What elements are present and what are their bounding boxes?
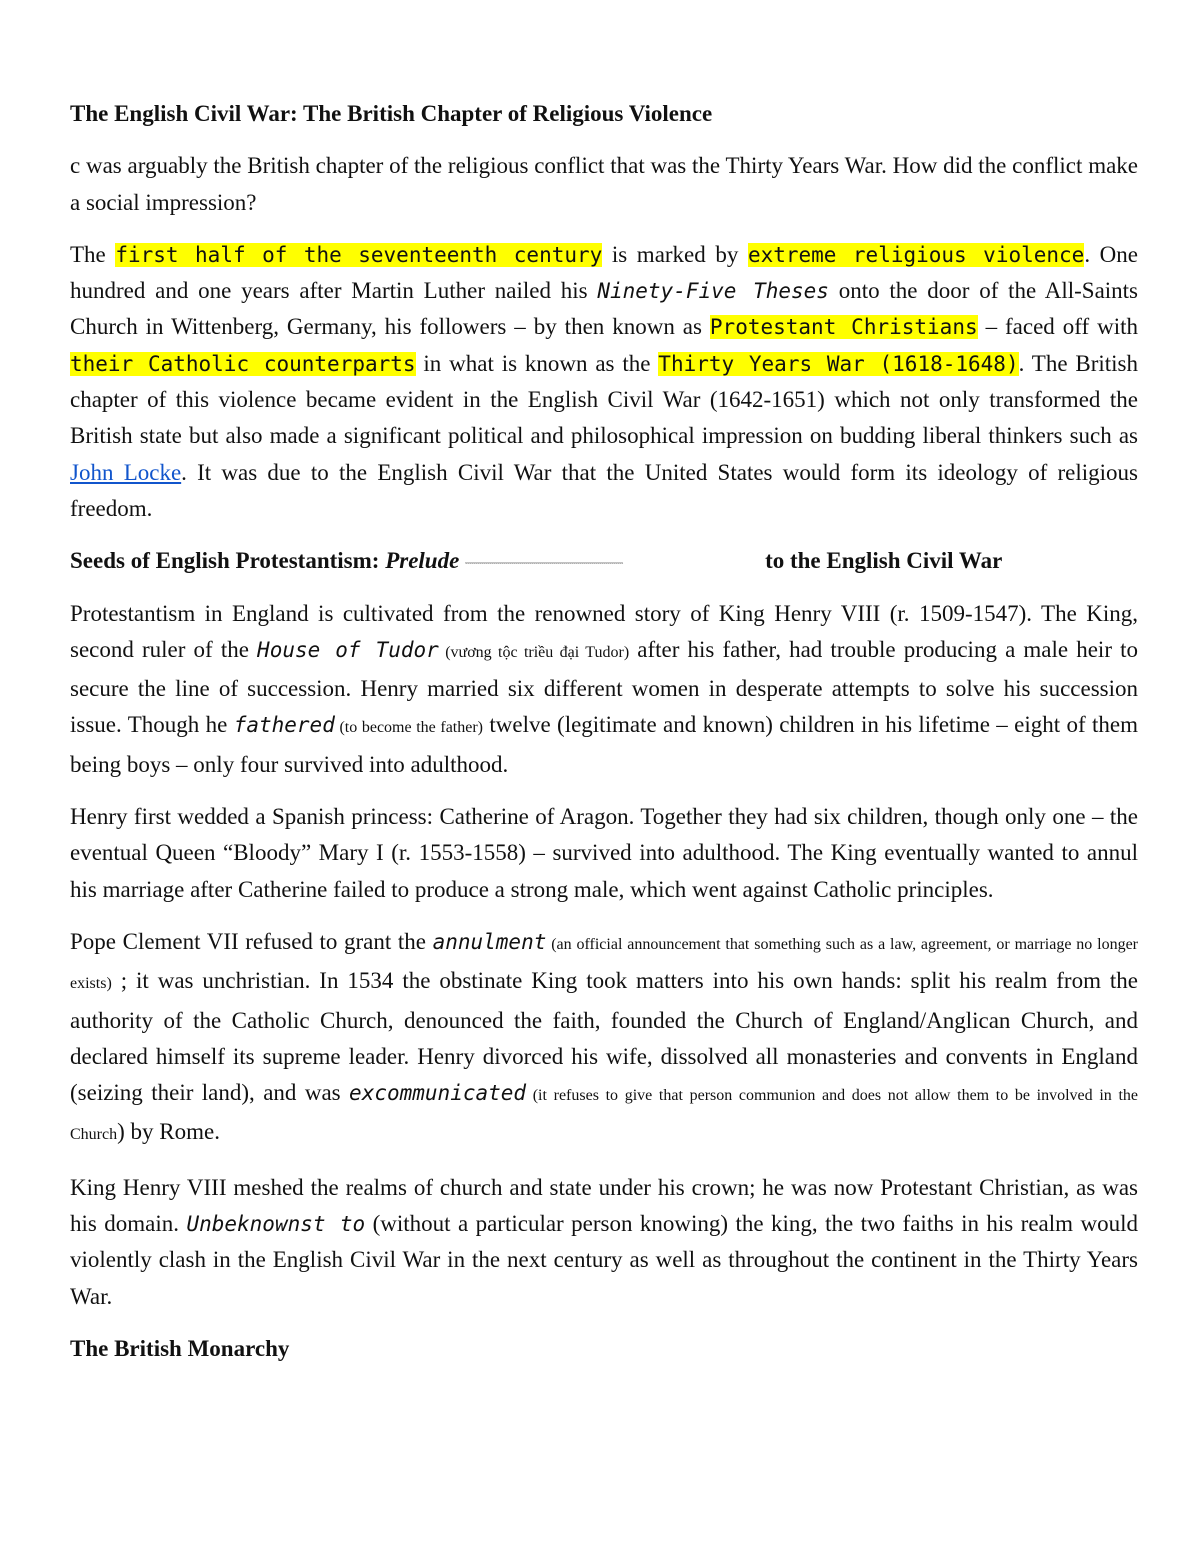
highlight-thirty-years-war: Thirty Years War (1618-1648)	[658, 351, 1019, 376]
gloss-annulment: (an official announcement that something such as a law, agreement, or marriage no longer exists)	[70, 935, 1139, 993]
text-run: (without a particular person knowing) the king, the two faiths in his realm would violently clash in the English Civil War in the next century as well as throughout the continent in the Thirty Years War.	[70, 1211, 1138, 1309]
text-run: Henry first wedded a Spanish princess: Catherine of Aragon. Together they had six children, though only one – the eventual Queen “Bloody” Mary I (r. 1553-1558) – survived into adulthood. The King eventually wanted to annul his marriage after Catherine failed to produce a strong male, which went against Catholic principles.	[70, 804, 1138, 902]
term-prelude: Prelude	[385, 548, 460, 574]
term-excommunicated: excommunicated	[349, 1081, 527, 1106]
tiny-text-artifact: xxxxxxxxxxxxxxxxxxxxxxxxxxxxxxxxxxxxxxxxxxxxxxxxxxxxxxxxxxxxxxxxxxxxxxxxxxxxxxx	[465, 560, 624, 565]
text-run: Protestantism in England is cultivated from the renowned story of King Henry VIII (r. 1509-1547). The King, second ruler of the	[70, 600, 1138, 662]
text-run: to the English Civil War	[765, 548, 1003, 574]
highlight-religious-violence: extreme religious violence	[747, 242, 1085, 267]
text-run: ) by Rome.	[117, 1119, 220, 1145]
paragraph-church-and-state	[70, 1170, 1138, 1315]
gloss-excommunicated: (it refuses to give that person communion and does not allow them to be involved in the Church	[70, 1087, 1138, 1144]
paragraph-pope-clement	[70, 924, 1138, 1154]
text-run: c was arguably the British chapter of the religious conflict that was the Thirty Years War. How did the conflict make a social impression?	[70, 153, 1138, 215]
text-run: onto the door of the All-Saints Church in Wittenberg, Germany, his followers – by then known as	[70, 278, 1139, 340]
text-run: Seeds of English Protestantism:	[70, 548, 386, 574]
gloss-house-of-tudor: (vương tộc triều đại Tudor)	[438, 643, 630, 661]
john-locke-link[interactable]: John Locke	[70, 459, 182, 485]
term-fathered: fathered	[233, 713, 335, 738]
text-run: The	[70, 241, 116, 267]
text-run: . It was due to the English Civil War that the United States would form its ideology of religious freedom.	[70, 459, 1138, 521]
paragraph-catherine	[70, 799, 1138, 908]
term-unbeknownst: Unbeknownst to	[186, 1212, 366, 1237]
term-ninety-five-theses: Ninety-Five Theses	[597, 279, 829, 304]
text-run: Pope Clement VII refused to grant the	[70, 928, 433, 954]
paragraph-intro	[70, 148, 1138, 221]
text-run: . One hundred and one years after Martin Luther nailed his	[70, 241, 1138, 304]
text-run: . The British chapter of this violence became evident in the English Civil War (1642-1651) which not only transformed the British state but also made a significant political and philosophical impression on budding liberal thinkers such as	[70, 350, 1138, 449]
text-run: is marked by	[602, 241, 748, 267]
paragraph-context	[70, 237, 1138, 527]
text-run: – faced off with	[977, 314, 1138, 340]
highlight-seventeenth-century: first half of the seventeenth century	[115, 242, 603, 267]
text-run: in what is known as the	[415, 350, 659, 376]
section-heading-monarchy: The British Monarchy	[70, 1335, 290, 1361]
highlight-catholic-counterparts: their Catholic counterparts	[70, 351, 416, 376]
gloss-fathered: (to become the father)	[334, 719, 483, 737]
highlight-protestant-christians: Protestant Christians	[709, 315, 978, 340]
text-run: twelve (legitimate and known) children in his lifetime – eight of them being boys – only four survived into adulthood.	[70, 712, 1139, 777]
text-run: after his father, had trouble producing a male heir to secure the line of succession. Henry married six different women in desperate attempts to solve his succession issue. Though he	[70, 636, 1139, 738]
term-annulment: annulment	[432, 929, 547, 954]
text-run: King Henry VIII meshed the realms of church and state under his crown; he was now Protestant Christian, as was his domain.	[70, 1174, 1138, 1237]
section-heading-seeds	[70, 543, 1138, 579]
term-house-of-tudor: House of Tudor	[257, 637, 439, 662]
text-run: ; it was unchristian. In 1534 the obstinate King took matters into his own hands: split his realm from the authority of the Catholic Church, denounced the faith, founded the Church of England/Anglican Church, and declared himself its supreme leader. Henry divorced his wife, dissolved all monasteries and convents in England (seizing their land), and was	[70, 968, 1138, 1106]
paragraph-henry-viii	[70, 596, 1138, 783]
document-title: The English Civil War: The British Chapter of Religious Violence	[70, 101, 713, 126]
document-page	[70, 96, 1138, 1383]
